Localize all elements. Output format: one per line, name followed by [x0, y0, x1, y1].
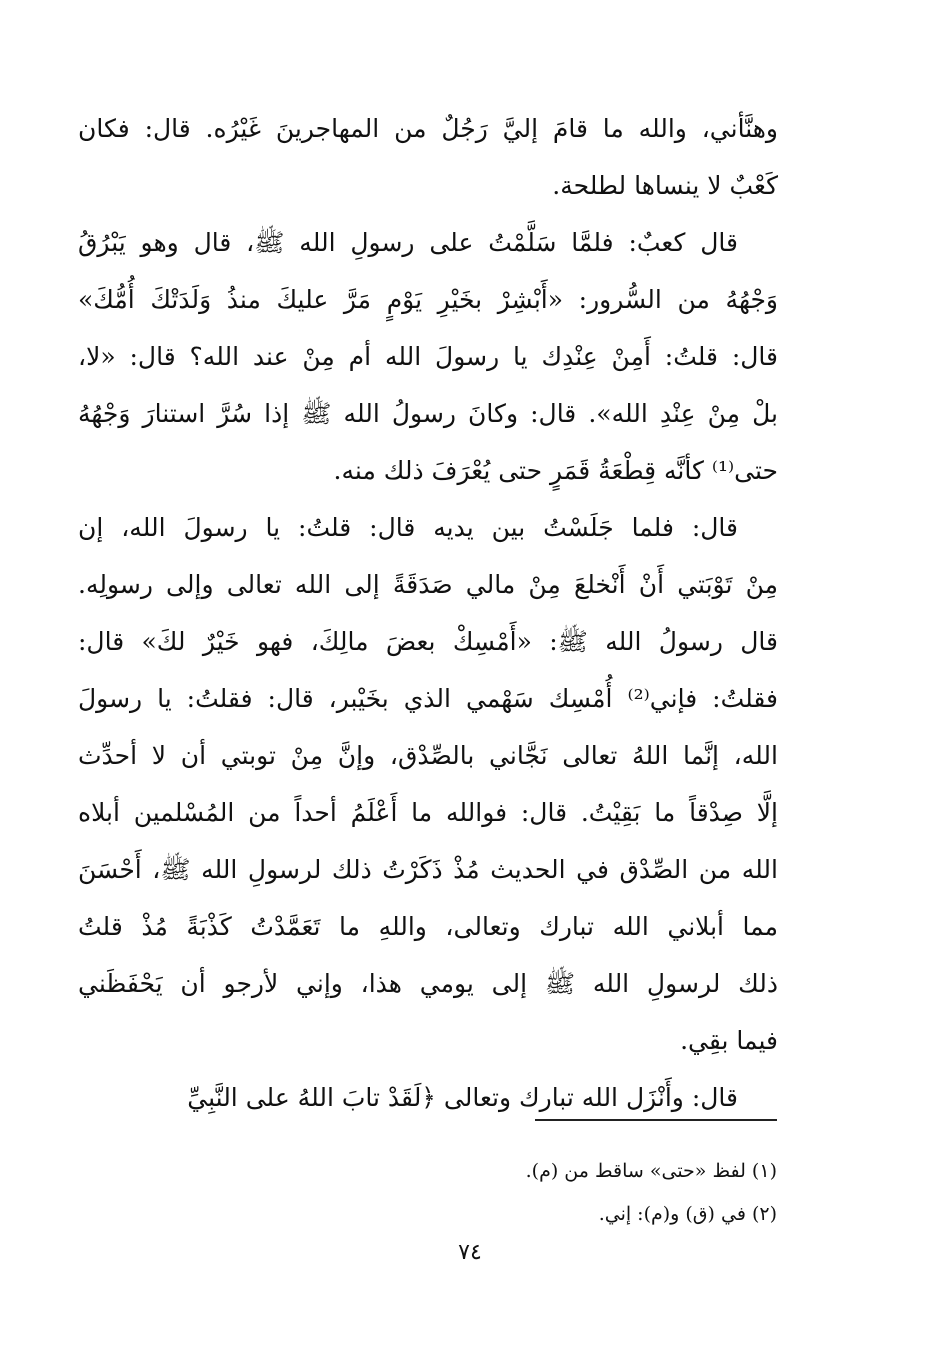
- text-line: بلْ مِنْ عِنْدِ الله». قال: وكانَ رسولُ الله ﷺ إذا سُرَّ استنارَ وَجْهُهُ: [78, 399, 778, 428]
- text-line: مما أبلاني الله تبارك وتعالى، واللهِ ما تَعَمَّدْتُ كَذْبَةً مُذْ قلتُ: [78, 912, 778, 941]
- text-line: الله، إنَّما اللهُ تعالى نَجَّاني بالصِّدْق، وإنَّ مِنْ توبتي أن لا أحدِّث: [78, 741, 778, 770]
- main-text: [78, 100, 778, 1126]
- text-line: قال: قلتُ: أَمِنْ عِنْدِك يا رسولَ الله أم مِنْ عند الله؟ قال: «لا،: [78, 342, 778, 371]
- footnotes: [380, 1150, 777, 1236]
- footnote-separator: [535, 1119, 777, 1121]
- text-line: قال رسولُ الله ﷺ: «أَمْسِكْ بعضَ مالِكَ، فهو خَيْرٌ لكَ» قال:: [78, 627, 778, 656]
- text-line: ذلك لرسولِ الله ﷺ إلى يومي هذا، وإني لأرجو أن يَحْفَظَني: [78, 969, 778, 998]
- paragraph: [78, 100, 778, 214]
- text-line: مِنْ تَوْبَتي أَنْ أَنْخلعَ مِنْ مالي صَدَقَةً إلى الله تعالى وإلى رسولِه.: [78, 570, 778, 599]
- page-number: ٧٤: [458, 1240, 482, 1265]
- paragraph: [78, 214, 778, 499]
- paragraph: [78, 499, 778, 1069]
- footnote: (١) لفظ «حتى» ساقط من (م).: [525, 1160, 777, 1182]
- text-line: فقلتُ: فإني⁽²⁾ أُمْسِك سَهْمي الذي بخَيْبر، قال: فقلتُ: يا رسولَ: [78, 684, 778, 713]
- paragraph: [78, 1069, 778, 1126]
- text-line: إلَّا صِدْقاً ما بَقِيْتُ. قال: فوالله ما أَعْلَمُ أحداً من المُسْلمين أبلاه: [78, 798, 778, 827]
- text-line: كَعْبٌ لا ينساها لطلحة.: [552, 171, 778, 200]
- text-line: فيما بقِي.: [680, 1026, 778, 1055]
- text-line: الله من الصِّدْق في الحديث مُذْ ذَكَرْتُ ذلك لرسولِ الله ﷺ، أَحْسَنَ: [78, 855, 778, 884]
- text-line: وَجْهُهُ من السُّرور: «أَبْشِرْ بخَيْرِ يَوْمٍ مَرَّ عليكَ منذُ وَلَدَتْكَ أُمُّكَ»: [78, 285, 778, 314]
- footnote: (٢) في (ق) و(م): إني.: [598, 1203, 777, 1225]
- text-line: وهنَّأني، والله ما قامَ إليَّ رَجُلٌ من المهاجرينَ غَيْرُه. قال: فكان: [78, 114, 778, 143]
- text-line: حتى⁽¹⁾ كأنَّه قِطْعَةُ قَمَرٍ حتى يُعْرَفَ ذلك منه.: [333, 456, 778, 485]
- text-line: قال كعبٌ: فلمَّا سَلَّمْتُ على رسولِ الله ﷺ، قال وهو يَبْرُقُ: [78, 228, 738, 257]
- text-line: قال: فلما جَلَسْتُ بين يديه قال: قلتُ: يا رسولَ الله، إن: [78, 513, 738, 542]
- text-line: قال: وأَنْزَل الله تبارك وتعالى ﴿لَقَدْ تابَ اللهُ على النَّبِيِّ: [187, 1083, 738, 1112]
